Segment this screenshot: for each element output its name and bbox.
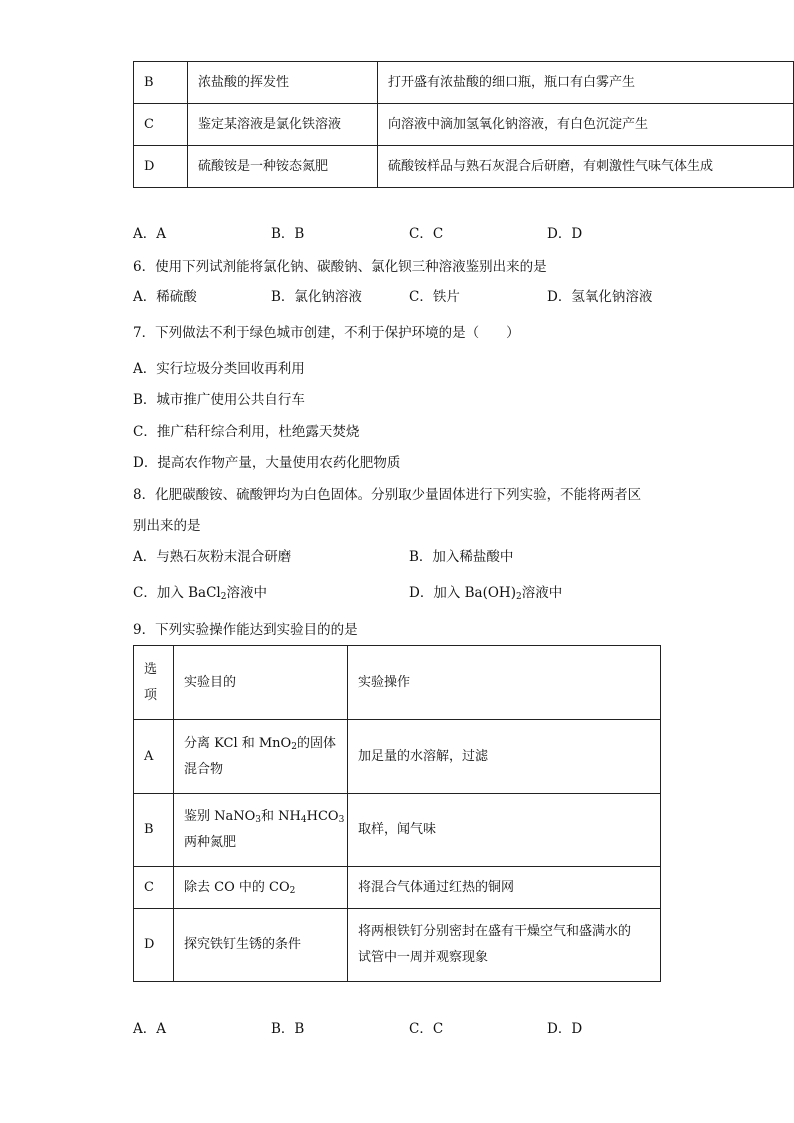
q8-option-b[interactable]: B．加入稀盐酸中 xyxy=(409,549,514,565)
purpose-cell: 探究铁钉生锈的条件 xyxy=(174,909,348,982)
q8-option-c[interactable]: C．加入 BaCl$_2$溶液中 xyxy=(133,585,267,602)
header-purpose: 实验目的 xyxy=(174,646,348,720)
header-option: 选 项 xyxy=(134,646,174,720)
q9-stem: 9．下列实验操作能达到实验目的的是 xyxy=(133,622,358,638)
operation-cell: 加足量的水溶解，过滤 xyxy=(348,720,661,794)
q6-option-c[interactable]: C．铁片 xyxy=(409,289,460,305)
option-letter: C xyxy=(134,867,174,909)
q7-option-d[interactable]: D．提高农作物产量，大量使用农药化肥物质 xyxy=(133,455,401,471)
purpose-cell: 硫酸铵是一种铵态氮肥 xyxy=(188,146,378,188)
q9-option-a[interactable]: A．A xyxy=(133,1021,166,1037)
q6-option-b[interactable]: B．氯化钠溶液 xyxy=(271,289,362,305)
operation-cell: 硫酸铵样品与熟石灰混合后研磨，有刺激性气味气体生成 xyxy=(378,146,794,188)
q7-option-a[interactable]: A．实行垃圾分类回收再利用 xyxy=(133,361,305,377)
table-row xyxy=(134,146,794,188)
q8-stem-line2: 别出来的是 xyxy=(133,518,201,534)
table-row xyxy=(134,104,794,146)
purpose-cell: 除去 CO 中的 $CO_2$ xyxy=(174,867,348,909)
purpose-cell: 浓盐酸的挥发性 xyxy=(188,62,378,104)
option-letter: D xyxy=(134,146,188,188)
q8-stem-line1: 8．化肥碳酸铵、硫酸钾均为白色固体。分别取少量固体进行下列实验，不能将两者区 xyxy=(133,487,642,503)
q9-option-b[interactable]: B．B xyxy=(271,1021,305,1037)
q9-option-d[interactable]: D．D xyxy=(547,1021,583,1037)
q5-option-c[interactable]: C．C xyxy=(409,226,444,242)
operation-cell: 将混合气体通过红热的铜网 xyxy=(348,867,661,909)
table-row xyxy=(134,909,661,982)
purpose-cell: 鉴定某溶液是氯化铁溶液 xyxy=(188,104,378,146)
purpose-cell: 鉴别 NaNO$_3$和 $NH_4HCO_3$ 两种氮肥 xyxy=(174,794,348,867)
option-letter: B xyxy=(134,62,188,104)
q9-table xyxy=(133,645,661,982)
table-row xyxy=(134,867,661,909)
option-letter: C xyxy=(134,104,188,146)
q7-stem: 7．下列做法不利于绿色城市创建，不利于保护环境的是（ ） xyxy=(133,325,520,341)
q6-stem: 6．使用下列试剂能将氯化钠、碳酸钠、氯化钡三种溶液鉴别出来的是 xyxy=(133,259,547,275)
q5-option-d[interactable]: D．D xyxy=(547,226,583,242)
q7-option-c[interactable]: C．推广秸秆综合利用，杜绝露天焚烧 xyxy=(133,424,360,440)
header-operation: 实验操作 xyxy=(348,646,661,720)
q6-option-a[interactable]: A．稀硫酸 xyxy=(133,289,197,305)
q5-option-b[interactable]: B．B xyxy=(271,226,305,242)
purpose-cell: 分离 KCl 和 MnO$_2$的固体 混合物 xyxy=(174,720,348,794)
option-letter: D xyxy=(134,909,174,982)
operation-cell: 打开盛有浓盐酸的细口瓶，瓶口有白雾产生 xyxy=(378,62,794,104)
option-letter: B xyxy=(134,794,174,867)
q5-option-a[interactable]: A．A xyxy=(133,226,166,242)
q8-option-d[interactable]: D．加入 $Ba(OH)_2$溶液中 xyxy=(409,585,563,602)
operation-cell: 向溶液中滴加氢氧化钠溶液，有白色沉淀产生 xyxy=(378,104,794,146)
operation-cell: 取样，闻气味 xyxy=(348,794,661,867)
option-letter: A xyxy=(134,720,174,794)
q9-option-c[interactable]: C．C xyxy=(409,1021,444,1037)
table-row xyxy=(134,62,794,104)
operation-cell: 将两根铁钉分别密封在盛有干燥空气和盛满水的 试管中一周并观察现象 xyxy=(348,909,661,982)
q5-table xyxy=(133,61,794,188)
table-row xyxy=(134,720,661,794)
table-header-row xyxy=(134,646,661,720)
table-row xyxy=(134,794,661,867)
q8-option-a[interactable]: A．与熟石灰粉末混合研磨 xyxy=(133,549,292,565)
q6-option-d[interactable]: D．氢氧化钠溶液 xyxy=(547,289,653,305)
q7-option-b[interactable]: B．城市推广使用公共自行车 xyxy=(133,392,305,408)
